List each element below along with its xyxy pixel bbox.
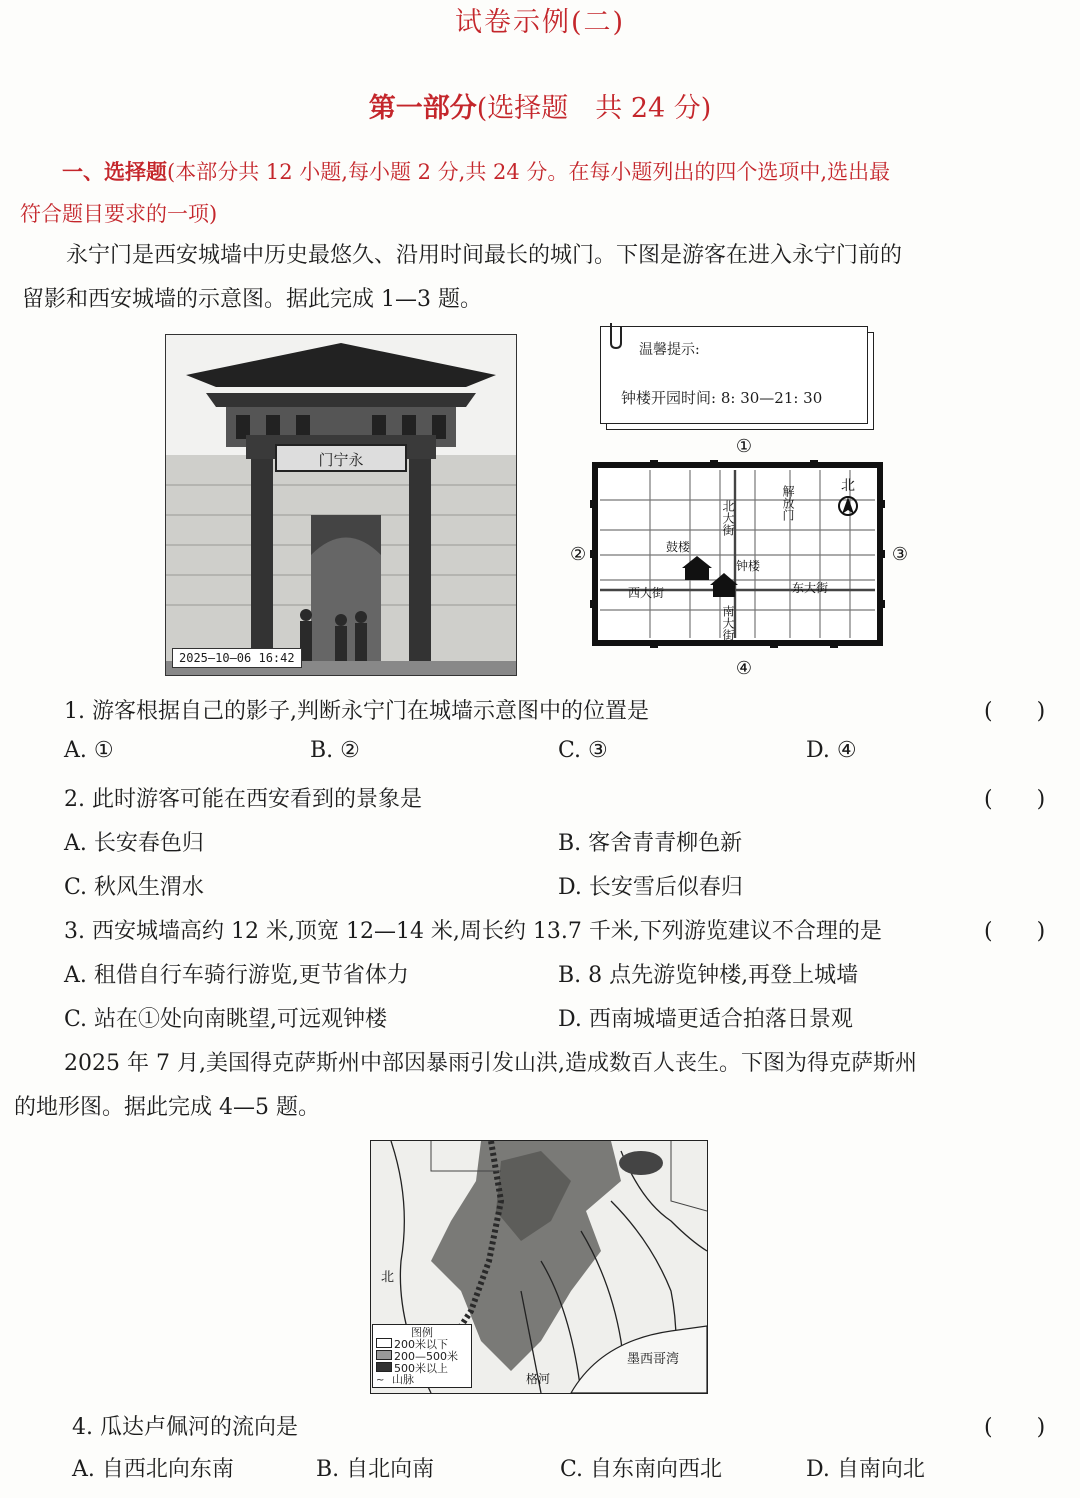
passage2-line2: 的地形图。据此完成 4—5 题。 xyxy=(14,1095,320,1120)
q4-option-a[interactable]: A. 自西北向东南 xyxy=(72,1457,234,1482)
city-wall-map xyxy=(570,430,920,680)
river-label: 格河 xyxy=(526,1372,551,1386)
marker-3: ③ xyxy=(891,544,909,565)
q4-text: 4. 瓜达卢佩河的流向是 xyxy=(72,1415,298,1440)
q4-option-c[interactable]: C. 自东南向西北 xyxy=(560,1457,723,1482)
marker-4: ④ xyxy=(735,658,753,679)
label-east-street: 东大街 xyxy=(792,581,829,595)
q2-answer-blank[interactable]: ( ) xyxy=(984,787,1046,812)
photo-timestamp: 2025—10—06 16:42 xyxy=(172,648,302,668)
q3-option-c[interactable]: C. 站在①处向南眺望,可远观钟楼 xyxy=(64,1007,388,1032)
section-heading: 一、选择题 xyxy=(62,159,167,184)
label-west-street: 西大街 xyxy=(628,586,665,600)
q1-text: 1. 游客根据自己的影子,判断永宁门在城墙示意图中的位置是 xyxy=(64,699,649,724)
legend-label-high: 500米以上 xyxy=(394,1362,448,1375)
legend-label-mid: 200—500米 xyxy=(394,1350,458,1363)
passage1-line2: 留影和西安城墙的示意图。据此完成 1—3 题。 xyxy=(22,287,482,312)
q3-option-b[interactable]: B. 8 点先游览钟楼,再登上城墙 xyxy=(558,963,859,988)
legend-label-mountain: 山脉 xyxy=(392,1373,414,1386)
marker-2: ② xyxy=(570,544,587,565)
legend-swatch-high xyxy=(376,1362,392,1372)
passage1-line1: 永宁门是西安城墙中历史最悠久、沿用时间最长的城门。下图是游客在进入永宁门前的 xyxy=(66,243,903,268)
q1-option-b[interactable]: B. ② xyxy=(310,738,360,763)
tx-map-legend xyxy=(372,1324,472,1388)
section-instruction-text: (本部分共 12 小题,每小题 2 分,共 24 分。在每小题列出的四个选项中,选出最 xyxy=(167,160,891,184)
q1-answer-blank[interactable]: ( ) xyxy=(984,699,1046,724)
q1-option-c[interactable]: C. ③ xyxy=(558,738,608,763)
marker-1: ① xyxy=(735,436,753,457)
legend-swatch-mid xyxy=(376,1350,392,1360)
q4-answer-blank[interactable]: ( ) xyxy=(984,1415,1046,1440)
legend-swatch-mountain: ~ xyxy=(376,1375,385,1386)
tx-map-north-label: 北 xyxy=(381,1270,395,1285)
notice-body: 钟楼开园时间: 8: 30—21: 30 xyxy=(621,389,823,407)
legend-label-lowland: 200米以下 xyxy=(394,1338,448,1351)
q2-text: 2. 此时游客可能在西安看到的景象是 xyxy=(64,787,422,812)
gate-plaque: 门宁永 xyxy=(318,451,364,469)
section-instruction xyxy=(20,150,1062,226)
city-wall-map-svg xyxy=(570,430,920,680)
q3-option-d[interactable]: D. 西南城墙更适合拍落日景观 xyxy=(558,1007,853,1032)
q2-option-b[interactable]: B. 客舍青青柳色新 xyxy=(558,831,743,856)
legend-item-mid xyxy=(376,1350,468,1362)
label-bell-tower: 钟楼 xyxy=(736,559,761,573)
part-heading xyxy=(0,86,1080,125)
label-drum-tower: 鼓楼 xyxy=(666,540,691,554)
page-title: 试卷示例(二) xyxy=(454,7,626,38)
gulf-label: 墨西哥湾 xyxy=(626,1352,680,1367)
gate-illustration xyxy=(166,335,516,675)
legend-title: 图例 xyxy=(411,1326,433,1339)
yongning-gate-photo xyxy=(165,334,517,676)
q2-option-d[interactable]: D. 长安雪后似春归 xyxy=(558,875,743,900)
section-instruction-cont: 符合题目要求的一项) xyxy=(20,202,218,226)
legend-item-mountain xyxy=(376,1374,468,1385)
legend-item-high xyxy=(376,1362,468,1374)
q1-option-d[interactable]: D. ④ xyxy=(806,738,857,763)
q3-option-a[interactable]: A. 租借自行车骑行游览,更节省体力 xyxy=(64,963,409,988)
q1-option-a[interactable]: A. ① xyxy=(64,738,114,763)
notice-title: 温馨提示: xyxy=(639,342,700,358)
q3-text: 3. 西安城墙高约 12 米,顶宽 12—14 米,周长约 13.7 千米,下列游览建议不合理的是 xyxy=(64,919,882,944)
part-heading-bold: 第一部分 xyxy=(368,93,477,124)
part-heading-rest: (选择题 共 24 分) xyxy=(476,93,712,124)
label-jiefang-gate: 解放门 xyxy=(781,485,795,521)
label-north-street: 北大街 xyxy=(721,500,735,536)
notice-card xyxy=(600,326,868,424)
q2-option-a[interactable]: A. 长安春色归 xyxy=(64,831,204,856)
q2-option-c[interactable]: C. 秋风生渭水 xyxy=(64,875,205,900)
q3-answer-blank[interactable]: ( ) xyxy=(984,919,1046,944)
passage2-line1: 2025 年 7 月,美国得克萨斯州中部因暴雨引发山洪,造成数百人丧生。下图为得克萨斯州 xyxy=(64,1051,917,1076)
legend-item-lowland xyxy=(376,1338,468,1350)
q4-option-b[interactable]: B. 自北向南 xyxy=(316,1457,435,1482)
legend-swatch-lowland xyxy=(376,1338,392,1348)
paperclip-icon xyxy=(605,321,629,351)
north-label: 北 xyxy=(841,478,855,494)
q4-option-d[interactable]: D. 自南向北 xyxy=(806,1457,925,1482)
label-south-street: 南大街 xyxy=(721,605,735,641)
